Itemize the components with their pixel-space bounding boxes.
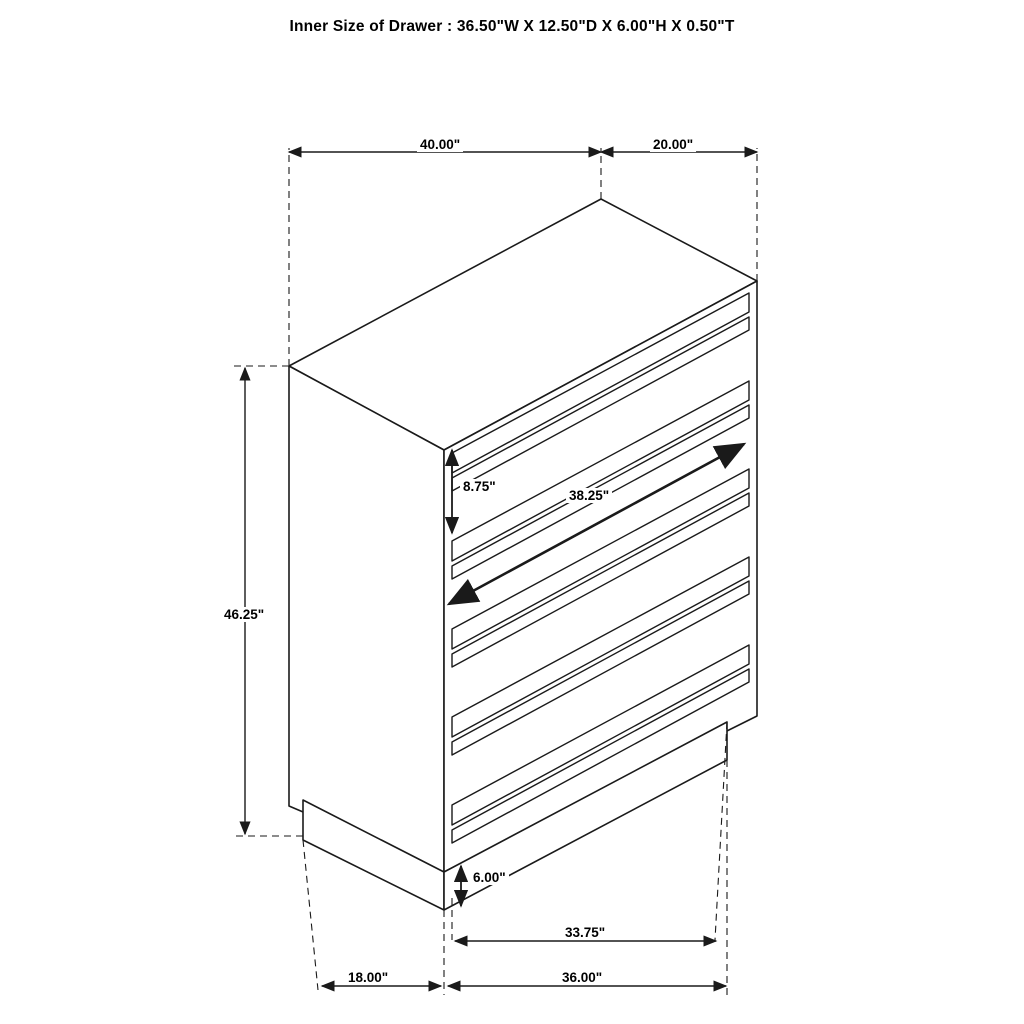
dim-label-base-height: 6.00" (470, 870, 509, 885)
page-title: Inner Size of Drawer : 36.50"W X 12.50"D X 6.00"H X 0.50"T (289, 18, 735, 35)
dim-label-overall-height: 46.25" (221, 607, 267, 622)
dim-label-side-depth: 18.00" (345, 970, 391, 985)
dim-label-drawer-height: 8.75" (460, 479, 499, 494)
dim-label-front-width: 36.00" (559, 970, 605, 985)
ext-line-bottom-left (303, 840, 318, 990)
dim-label-top-width: 40.00" (417, 137, 463, 152)
dim-label-base-front-width: 33.75" (562, 925, 608, 940)
dim-label-drawer-diagonal: 38.25" (566, 488, 612, 503)
cabinet-left-side (289, 366, 444, 872)
dim-label-top-depth: 20.00" (650, 137, 696, 152)
